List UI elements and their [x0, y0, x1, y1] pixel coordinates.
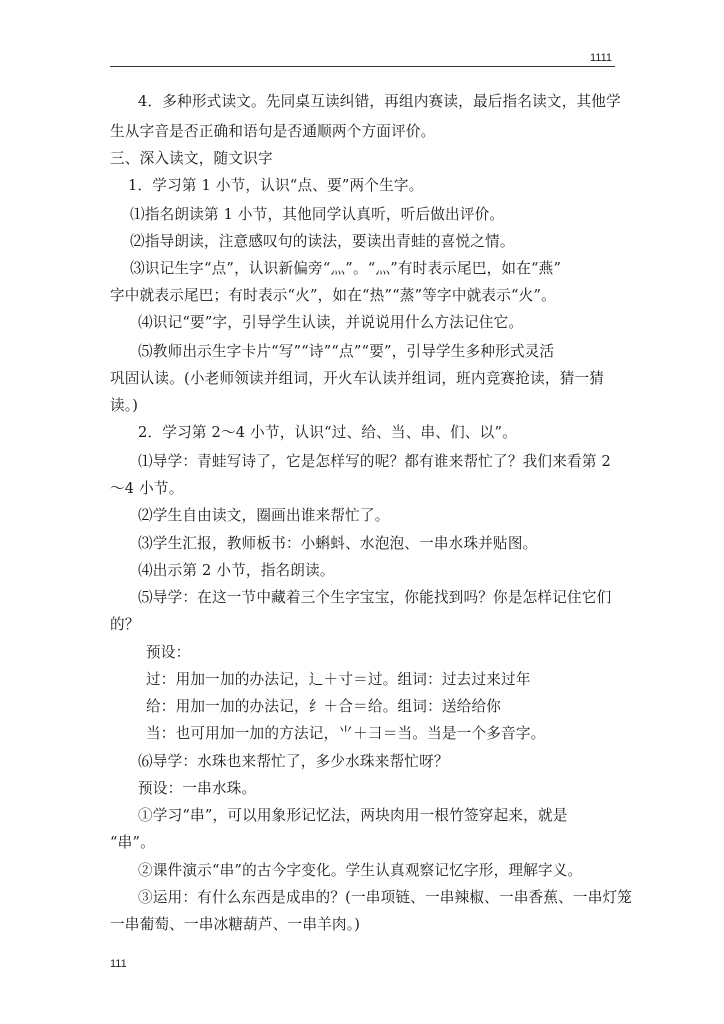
footer-page-number: 111: [110, 958, 127, 970]
text-line: ②课件演示“串”的古今字变化。学生认真观察记忆字形，理解字义。: [138, 862, 583, 879]
text-line: ⑸导学：在这一节中藏着三个生字宝宝，你能找到吗？你是怎样记住它们: [138, 589, 612, 606]
text-line: ⑷出示第 2 小节，指名朗读。: [138, 562, 335, 579]
text-line: 巩固认读。(小老师领读并组词，开火车认读并组词，班内竞赛抢读，猜一猜: [110, 370, 605, 387]
text-line: “串”。: [110, 834, 155, 851]
text-line: 2．学习第 2～4 小节，认识“过、给、当、串、们、以”。: [138, 424, 517, 441]
text-line: ⑵指导朗读，注意感叹句的读法，要读出青蛙的喜悦之情。: [130, 233, 515, 250]
text-line: ⑷识记“要”字，引导学生认读，并说说用什么方法记住它。: [138, 314, 524, 331]
text-line: 读。): [110, 397, 139, 414]
text-line: 预设：: [146, 644, 191, 661]
text-line: ⑹导学：水珠也来帮忙了，多少水珠来帮忙呀？: [138, 753, 449, 770]
section-heading: 三、深入读文，随文识字: [110, 150, 273, 167]
text-line: ①学习“串”，可以用象形记忆法，两块肉用一根竹签穿起来，就是: [138, 807, 568, 824]
text-line: ⑵学生自由读文，圈画出谁来帮忙了。: [138, 507, 390, 524]
text-line: ⑶识记生字“点”，认识新偏旁“灬”。“灬”有时表示尾巴，如在“燕”: [130, 260, 562, 277]
text-line: ⑸教师出示生字卡片“写”“诗”“点”“要”，引导学生多种形式灵活: [138, 343, 555, 360]
text-line: 4．多种形式读文。先同桌互读纠错，再组内赛读，最后指名读文，其他学: [138, 93, 621, 110]
text-line: ⑴指名朗读第 1 小节，其他同学认真听，听后做出评价。: [130, 206, 505, 223]
text-line: 预设：一串水珠。: [138, 780, 257, 797]
text-line: 当：也可用加一加的方法记，⺌＋彐＝当。当是一个多音字。: [146, 725, 546, 742]
text-line: ⑴导学：青蛙写诗了，它是怎样写的呢？都有谁来帮忙了？我们来看第 2: [138, 453, 611, 470]
text-line: ～4 小节。: [110, 480, 184, 497]
text-line: 过：用加一加的办法记，辶＋寸＝过。组词：过去过来过年: [146, 671, 531, 688]
header-page-number: 1111: [589, 52, 612, 64]
text-line: 生从字音是否正确和语句是否通顺两个方面评价。: [110, 123, 436, 140]
text-line: ⑶学生汇报，教师板书：小蝌蚪、水泡泡、一串水珠并贴图。: [138, 535, 538, 552]
header-rule: [110, 66, 615, 67]
text-line: 给：用加一加的办法记，纟＋合＝给。组词：送给给你: [146, 698, 502, 715]
text-line: 1．学习第 1 小节，认识“点、要”两个生字。: [128, 177, 424, 194]
text-line: ③运用：有什么东西是成串的？(一串项链、一串辣椒、一串香蕉、一串灯笼: [138, 889, 633, 906]
text-line: 的？: [110, 616, 140, 633]
text-line: 一串葡萄、一串冰糖葫芦、一串羊肉。): [110, 916, 361, 933]
text-line: 字中就表示尾巴；有时表示“火”，如在“热”“蒸”等字中就表示“火”。: [110, 287, 556, 304]
